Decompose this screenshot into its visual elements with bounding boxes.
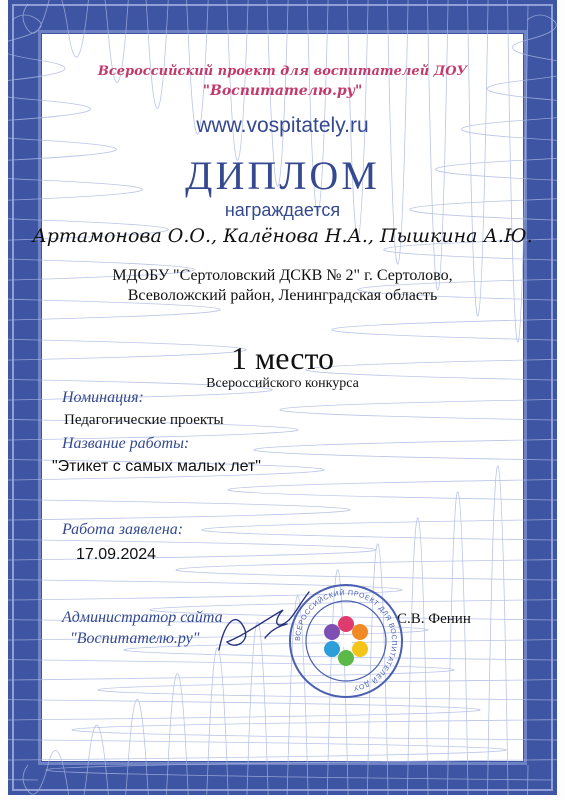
nomination-label: Номинация: [62, 389, 144, 406]
round-seal [287, 582, 405, 700]
work-title-label: Название работы: [62, 435, 190, 452]
seal-hands-emblem [324, 616, 368, 666]
organization-line1: МДОБУ "Сертоловский ДСКВ № 2" г. Сертолово, [112, 267, 453, 284]
work-title-value: "Этикет с самых малых лет" [52, 458, 261, 475]
signer-name: С.В. Фенин [397, 611, 471, 627]
admin-title-line1: Администратор сайта [62, 609, 223, 626]
project-header-line1: Всероссийский проект для воспитателей ДОУ [97, 64, 468, 79]
submitted-label: Работа заявлена: [62, 521, 184, 538]
site-url: www.vospitately.ru [196, 114, 369, 137]
organization-line2: Всеволожский район, Ленинградская область [127, 287, 438, 304]
awarded-label: награждается [224, 200, 341, 220]
admin-title-line2: "Воспитателю.ру" [70, 630, 200, 647]
submitted-date: 17.09.2024 [76, 546, 157, 563]
seal-ring-text: ВСЕРОССИЙСКИЙ ПРОЕКТ ДЛЯ ВОСПИТАТЕЛЕЙ ДОУ [294, 589, 398, 692]
diploma-title: ДИПЛОМ [185, 153, 380, 198]
contest-label: Всероссийского конкурса [206, 376, 359, 391]
nomination-value: Педагогические проекты [64, 412, 224, 428]
project-header-line2: "Воспитателю.ру" [202, 83, 363, 99]
place-title: 1 место [230, 340, 334, 376]
recipient-names: Артамонова О.О., Калёнова Н.А., Пышкина А.Ю. [32, 225, 533, 247]
